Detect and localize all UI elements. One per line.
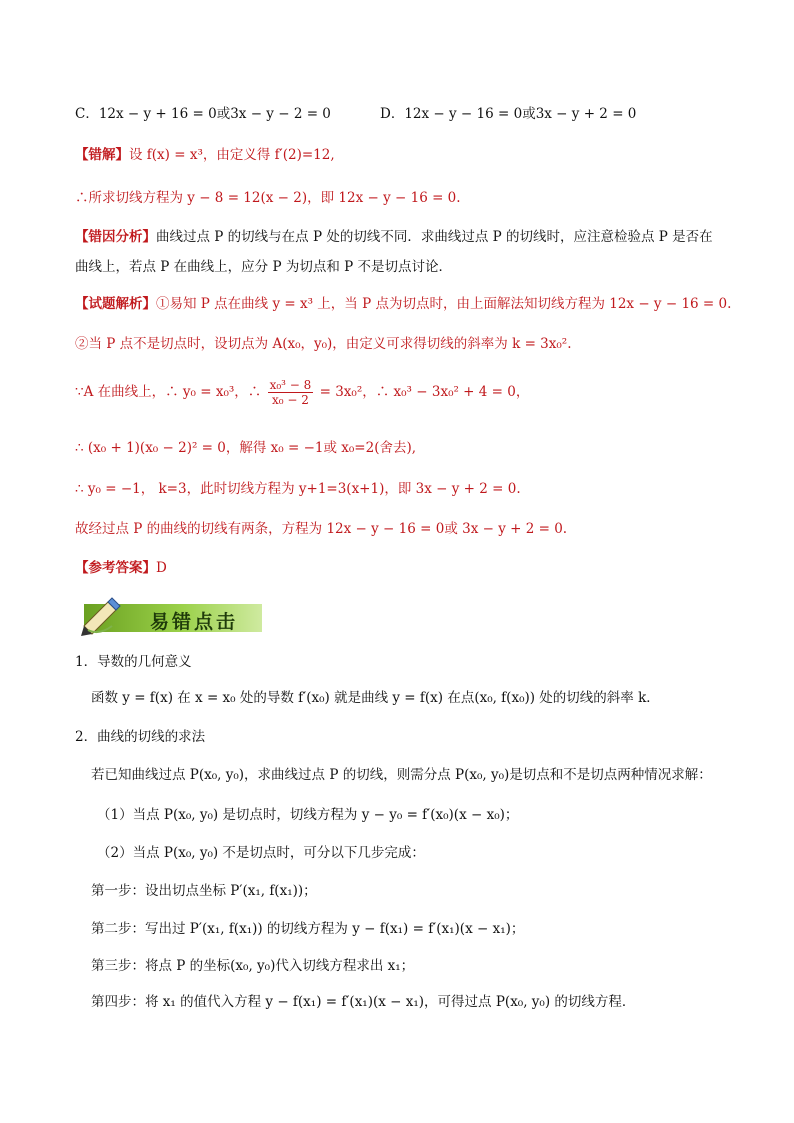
note-case-1: （1）当点 P(x₀, y₀) 是切点时，切线方程为 y − y₀ = f′(x₀)(x − x₀)； bbox=[97, 807, 519, 823]
answer-tag: 【参考答案】 bbox=[75, 560, 156, 576]
analysis-line1 bbox=[75, 294, 731, 314]
note-paragraph-2: 若已知曲线过点 P(x₀, y₀)，求曲线过点 P 的切线，则需分点 P(x₀, y₀)是切点和不是切点两种情况求解： bbox=[91, 767, 712, 783]
error-analysis-text: 曲线过点 P 的切线与在点 P 处的切线不同．求曲线过点 P 的切线时，应注意检验点 P 是否在 bbox=[156, 229, 713, 245]
analysis-line6: 故经过点 P 的曲线的切线有两条，方程为 12x − y − 16 = 0或 3x − y + 2 = 0. bbox=[75, 521, 568, 537]
error-analysis-line1 bbox=[75, 227, 713, 247]
note-case-2: （2）当点 P(x₀, y₀) 不是切点时，可分以下几步完成： bbox=[97, 845, 425, 861]
option-c: C．12x − y + 16 = 0或3x − y − 2 = 0 bbox=[75, 106, 331, 122]
fraction-numerator: x₀³ − 8 bbox=[269, 378, 312, 392]
banner-title: 易错点击 bbox=[150, 611, 239, 633]
note-heading-1: 1．导数的几何意义 bbox=[75, 654, 192, 670]
note-step-2: 第二步：写出过 P′(x₁, f(x₁)) 的切线方程为 y − f(x₁) = f′(x₁)(x − x₁)； bbox=[91, 921, 525, 937]
note-heading-2: 2．曲线的切线的求法 bbox=[75, 729, 206, 745]
analysis-line2: ②当 P 点不是切点时，设切点为 A(x₀，y₀)，由定义可求得切线的斜率为 k = 3x₀². bbox=[75, 336, 572, 352]
option-d: D．12x − y − 16 = 0或3x − y + 2 = 0 bbox=[380, 106, 637, 122]
analysis-line3 bbox=[75, 378, 529, 407]
error-analysis-tag: 【错因分析】 bbox=[75, 229, 156, 245]
wrong-solution-line2: ∴所求切线方程为 y − 8 = 12(x − 2)，即 12x − y − 16 = 0. bbox=[75, 190, 461, 206]
note-paragraph-1: 函数 y = f(x) 在 x = x₀ 处的导数 f′(x₀) 就是曲线 y = f(x) 在点(x₀, f(x₀)) 处的切线的斜率 k． bbox=[91, 690, 660, 706]
note-step-1: 第一步：设出切点坐标 P′(x₁, f(x₁))； bbox=[91, 883, 317, 899]
note-step-4: 第四步：将 x₁ 的值代入方程 y − f(x₁) = f′(x₁)(x − x₁)，可得过点 P(x₀, y₀) 的切线方程． bbox=[91, 994, 636, 1010]
analysis-text1: ①易知 P 点在曲线 y = x³ 上，当 P 点为切点时，由上面解法知切线方程为 12x − y − 16 = 0. bbox=[156, 296, 732, 312]
answer-value: D bbox=[156, 560, 167, 576]
error-analysis-line2: 曲线上，若点 P 在曲线上，应分 P 为切点和 P 不是切点讨论． bbox=[75, 259, 452, 275]
answer-line bbox=[75, 558, 167, 578]
analysis-line4: ∴ (x₀ + 1)(x₀ − 2)² = 0，解得 x₀ = −1或 x₀=2(舍去), bbox=[75, 440, 417, 456]
pencil-icon bbox=[78, 596, 122, 636]
wrong-solution-tag: 【错解】 bbox=[75, 147, 129, 163]
analysis-line3-post: = 3x₀²，∴ x₀³ − 3x₀² + 4 = 0， bbox=[319, 384, 530, 400]
analysis-line3-pre: ∵A 在曲线上，∴ y₀ = x₀³，∴ bbox=[75, 384, 262, 400]
wrong-solution-line1 bbox=[75, 145, 335, 165]
analysis-tag: 【试题解析】 bbox=[75, 296, 156, 312]
fraction-denominator: x₀ − 2 bbox=[272, 393, 309, 407]
wrong-solution-text: 设 f(x) = x³，由定义得 f′(2)=12, bbox=[129, 147, 335, 163]
note-step-3: 第三步：将点 P 的坐标(x₀, y₀)代入切线方程求出 x₁； bbox=[91, 958, 415, 974]
fraction bbox=[268, 378, 314, 407]
analysis-line5: ∴ y₀ = −1， k=3，此时切线方程为 y+1=3(x+1)，即 3x − y + 2 = 0. bbox=[75, 481, 521, 497]
section-banner bbox=[78, 596, 263, 636]
